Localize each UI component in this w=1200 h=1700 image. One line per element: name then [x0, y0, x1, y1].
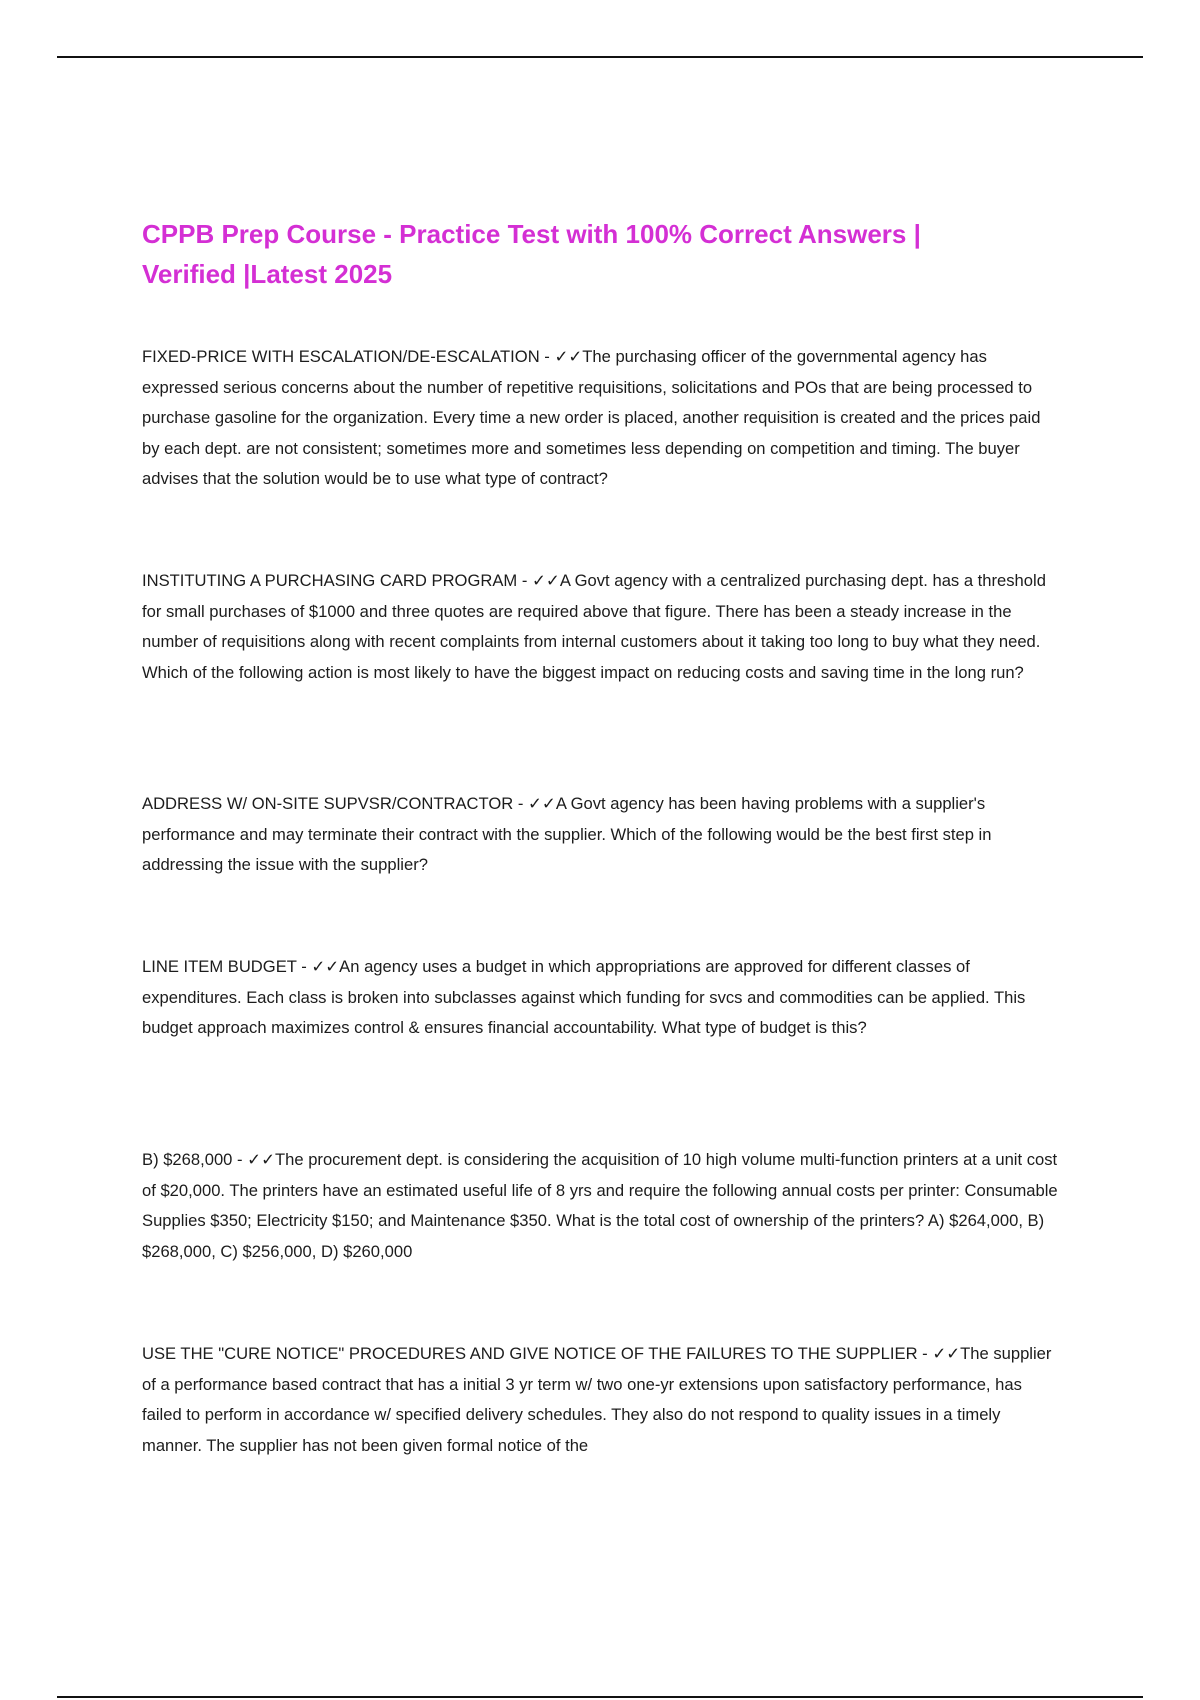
check-mark-icon: ✓✓: [311, 957, 340, 976]
qa-separator: -: [539, 347, 555, 366]
qa-answer-term: LINE ITEM BUDGET: [142, 957, 297, 976]
qa-item: [142, 1145, 1062, 1267]
qa-item: [142, 952, 1062, 1044]
qa-answer-term: USE THE "CURE NOTICE" PROCEDURES AND GIVE NOTICE OF THE FAILURES TO THE SUPPLIER: [142, 1344, 918, 1363]
qa-question-text: A Govt agency with a centralized purchasing dept. has a threshold for small purchases of $1000 and three quotes are required above that figure. There has been a steady increase in the number of requisitions along with recent complaints from internal customers about it taking too long to buy what they need. Which of the following action is most likely to have the biggest impact on reducing costs and saving time in the long run?: [142, 571, 1046, 682]
qa-separator: -: [517, 571, 532, 590]
qa-item: [142, 1339, 1062, 1461]
qa-question-text: An agency uses a budget in which appropriations are approved for different classes of expenditures. Each class is broken into subclasses against which funding for svcs and commodities can be applied. This budget approach maximizes control & ensures financial accountability. What type of budget is this?: [142, 957, 1026, 1038]
qa-answer-term: FIXED-PRICE WITH ESCALATION/DE-ESCALATION: [142, 347, 540, 366]
qa-question-text: The procurement dept. is considering the acquisition of 10 high volume multi-function printers at a unit cost of $20,000. The printers have an estimated useful life of 8 yrs and require the following annual costs per printer: Consumable Supplies $350; Electricity $150; and Maintenance $350. What is the total cost of ownership of the printers? A) $264,000, B) $268,000, C) $256,000, D) $260,000: [142, 1150, 1058, 1261]
bottom-rule: [57, 1696, 1143, 1698]
qa-separator: -: [296, 957, 312, 976]
qa-item: [142, 342, 1062, 495]
check-mark-icon: ✓✓: [528, 794, 556, 813]
check-mark-icon: ✓✓: [247, 1150, 275, 1169]
top-rule: [57, 56, 1143, 58]
qa-separator: -: [513, 794, 528, 813]
check-mark-icon: ✓✓: [932, 1344, 961, 1363]
qa-answer-term: ADDRESS W/ ON-SITE SUPVSR/CONTRACTOR: [142, 794, 514, 813]
qa-answer-term: B) $268,000: [142, 1150, 233, 1169]
qa-item: [142, 789, 1062, 881]
check-mark-icon: ✓✓: [532, 571, 560, 590]
page-title: CPPB Prep Course - Practice Test with 100% Correct Answers | Verified |Latest 2025: [142, 219, 921, 289]
qa-question-text: The purchasing officer of the governmental agency has expressed serious concerns about the number of repetitive requisitions, solicitations and POs that are being processed to purchase gasoline for the organization. Every time a new order is placed, another requisition is created and the prices paid by each dept. are not consistent; sometimes more and sometimes less depending on competition and timing. The buyer advises that the solution would be to use what type of contract?: [142, 347, 1041, 489]
qa-answer-term: INSTITUTING A PURCHASING CARD PROGRAM: [142, 571, 518, 590]
qa-question-text: The supplier of a performance based contract that has a initial 3 yr term w/ two one-yr extensions upon satisfactory performance, has failed to perform in accordance w/ specified delivery schedules. They also do not respond to quality issues in a timely manner. The supplier has not been given formal notice of the: [142, 1344, 1052, 1455]
qa-item: [142, 566, 1062, 688]
check-mark-icon: ✓✓: [554, 347, 583, 366]
qa-separator: -: [232, 1150, 248, 1169]
qa-separator: -: [917, 1344, 933, 1363]
qa-question-text: A Govt agency has been having problems with a supplier's performance and may terminate their contract with the supplier. Which of the following would be the best first step in addressing the issue with the supplier?: [142, 794, 992, 875]
